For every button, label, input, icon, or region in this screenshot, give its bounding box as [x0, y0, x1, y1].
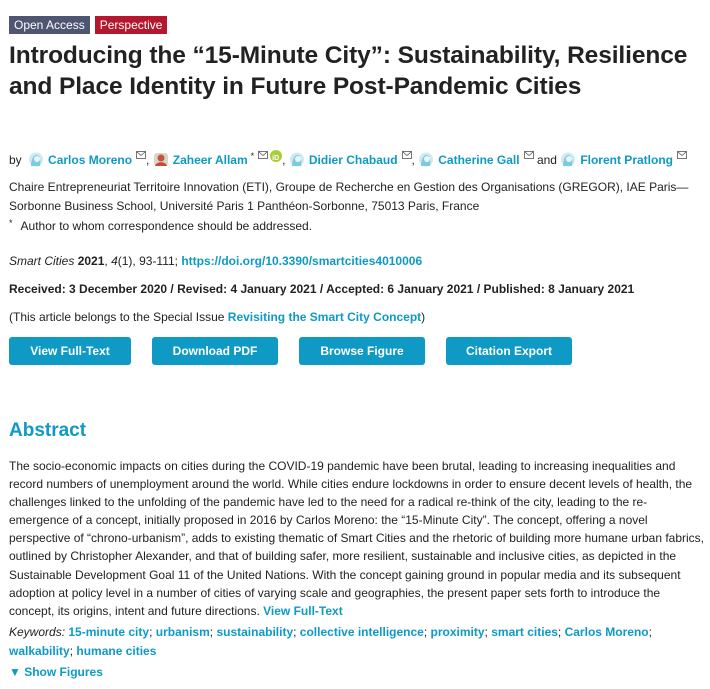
article-type-badge: Perspective: [95, 16, 168, 34]
correspondence-mark: *: [9, 218, 13, 228]
orcid-icon[interactable]: [270, 150, 282, 162]
citation-export-button[interactable]: Citation Export: [446, 337, 572, 365]
author-affiliation: Chaire Entrepreneuriat Territoire Innovation (ETI), Groupe de Recherche en Gestion des Organisations (GREGOR), IAE Paris—Sorbonne Business School, Université Paris 1 Panthéon-Sorbonne, 75013 Paris, France: [9, 180, 689, 213]
keyword-link[interactable]: humane cities: [76, 644, 157, 658]
correspondence-note: [9, 215, 312, 234]
keyword-link[interactable]: Carlos Moreno: [564, 625, 649, 639]
authors-prefix: by: [9, 153, 22, 167]
keyword-link[interactable]: smart cities: [491, 625, 558, 639]
publication-dates: Received: 3 December 2020 / Revised: 4 January 2021 / Accepted: 6 January 2021 / Published: 8 January 2021: [9, 282, 635, 296]
email-icon[interactable]: [677, 151, 687, 159]
keyword-link[interactable]: collective intelligence: [299, 625, 424, 639]
correspondence-text: Author to whom correspondence should be addressed.: [20, 219, 313, 233]
keywords-label: Keywords:: [9, 625, 66, 639]
browse-figure-button[interactable]: Browse Figure: [299, 337, 425, 365]
author-separator: ,: [146, 153, 150, 167]
show-figures-toggle[interactable]: ▼ Show Figures: [9, 665, 103, 679]
abstract-body: [9, 457, 705, 620]
article-badges: [9, 16, 167, 34]
special-issue-link[interactable]: Revisiting the Smart City Concept: [227, 310, 422, 324]
article-action-buttons: [9, 337, 572, 365]
email-icon[interactable]: [258, 151, 268, 159]
generic-person-icon: [28, 152, 44, 167]
article-title: Introducing the “15-Minute City”: Sustainability, Resilience and Place Identity in Future Post-Pandemic Cities: [9, 42, 688, 100]
author-didier-chabaud: [289, 153, 418, 167]
abstract-heading: Abstract: [9, 420, 87, 441]
generic-person-icon: [560, 152, 576, 167]
keyword-link[interactable]: urbanism: [155, 625, 210, 639]
keywords: Keywords: 15-minute city; urbanism; sustainability; collective intelligence; proximity; smart cities; Carlos Moreno; walkability; humane cities: [9, 625, 652, 658]
author-name-link[interactable]: Didier Chabaud: [308, 153, 398, 167]
email-icon[interactable]: [402, 151, 412, 159]
author-name-link[interactable]: Florent Pratlong: [580, 153, 673, 167]
citation-pages: , 93-111;: [132, 254, 182, 268]
download-pdf-button[interactable]: Download PDF: [152, 337, 278, 365]
author-name-link[interactable]: Carlos Moreno: [48, 153, 133, 167]
email-icon[interactable]: [524, 151, 534, 159]
citation-line: Smart Cities 2021, 4(1), 93-111; https://doi.org/10.3390/smartcities4010006: [9, 254, 423, 268]
citation-volume: 4: [111, 254, 118, 268]
author-photo-icon: [153, 152, 169, 167]
abstract-view-full-text-link[interactable]: View Full-Text: [263, 603, 343, 618]
author-separator: ,: [282, 153, 286, 167]
keyword-link[interactable]: walkability: [9, 644, 70, 658]
citation-issue: (1): [117, 254, 133, 268]
author-carlos-moreno: [28, 153, 153, 167]
citation-year: 2021: [77, 254, 105, 268]
corresponding-author-mark: *: [250, 151, 255, 161]
doi-link[interactable]: https://doi.org/10.3390/smartcities4010006: [181, 254, 423, 268]
keyword-link[interactable]: proximity: [430, 625, 485, 639]
view-full-text-button[interactable]: View Full-Text: [9, 337, 131, 365]
author-zaheer-allam: [153, 153, 289, 167]
author-separator: ,: [411, 153, 415, 167]
special-issue-suffix: ): [421, 310, 426, 324]
email-icon[interactable]: [136, 151, 146, 159]
abstract-text: The socio-economic impacts on cities during the COVID-19 pandemic have been brutal, leading to increasing inequalities and record numbers of unemployment around the world. While cities endure lockdowns in order to ensure decent levels of health, the challenges linked to the unfolding of the pandemic have led to the need for a radical re-think of the city, leading to the re-emergence of a concept, initially proposed in 2016 by Carlos Moreno: the “15-Minute City”. The concept, offering a novel perspective of “chrono-urbanism”, adds to existing thematic of Smart Cities and the rhetoric of building more humane urban fabrics, outlined by Christopher Alexander, and that of building safer, more resilient, sustainable and inclusive cities, as depicted in the Sustainable Development Goal 11 of the United Nations. With the concept gaining ground in popular media and its subsequent adoption at policy level in a number of cities of varying scale and geographies, the present paper sets forth to introduce the concept, its origins, intent and future directions.: [9, 459, 705, 618]
author-separator: and: [536, 153, 557, 167]
special-issue-prefix: (This article belongs to the Special Issue: [9, 310, 228, 324]
journal-name: Smart Cities: [9, 254, 75, 268]
keyword-link[interactable]: sustainability: [216, 625, 294, 639]
author-catherine-gall: [418, 153, 560, 167]
author-list: [9, 148, 687, 168]
author-florent-pratlong: [560, 153, 687, 167]
special-issue-note: [9, 309, 425, 325]
author-name-link[interactable]: Zaheer Allam: [172, 153, 248, 167]
open-access-badge: Open Access: [9, 16, 90, 34]
author-name-link[interactable]: Catherine Gall: [438, 153, 520, 167]
keyword-link[interactable]: 15-minute city: [68, 625, 150, 639]
generic-person-icon: [418, 152, 434, 167]
generic-person-icon: [289, 152, 305, 167]
